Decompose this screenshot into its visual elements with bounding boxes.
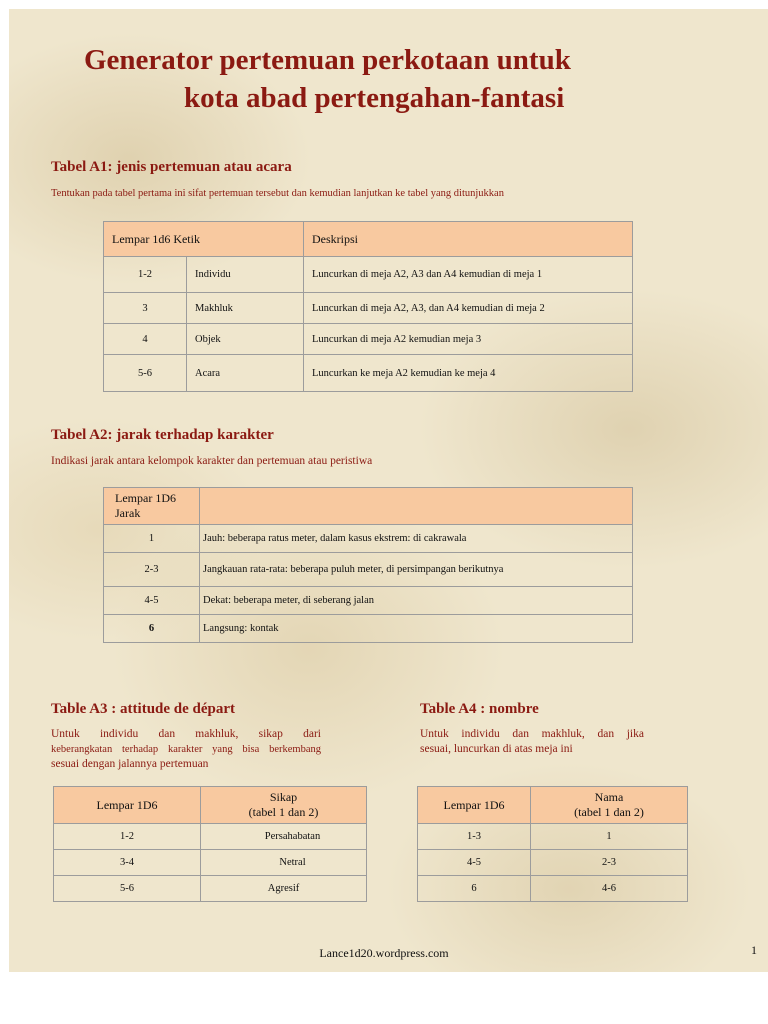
table-a3 bbox=[53, 786, 367, 902]
table-row bbox=[104, 355, 633, 392]
table-a3-description bbox=[51, 727, 321, 772]
table-a1-heading: Tabel A1: jenis pertemuan atau acara bbox=[51, 159, 292, 175]
number-cell: 4-6 bbox=[531, 876, 688, 902]
type-cell: Individu bbox=[187, 257, 304, 293]
table-row bbox=[54, 824, 367, 850]
type-cell: Acara bbox=[187, 355, 304, 392]
number-cell: 1 bbox=[531, 824, 688, 850]
roll-cell: 6 bbox=[104, 615, 200, 643]
roll-cell: 1-3 bbox=[418, 824, 531, 850]
table-a4-col-number bbox=[531, 787, 688, 824]
page-number: 1 bbox=[751, 943, 757, 957]
roll-cell: 6 bbox=[418, 876, 531, 902]
roll-cell: 5-6 bbox=[54, 876, 201, 902]
table-a4-col-roll: Lempar 1D6 bbox=[418, 787, 531, 824]
table-a3-col-attitude-line1: Sikap bbox=[269, 790, 298, 804]
distance-cell: Jangkauan rata-rata: beberapa puluh meter, di persimpangan berikutnya bbox=[200, 553, 633, 587]
roll-cell: 1-2 bbox=[104, 257, 187, 293]
table-row bbox=[104, 324, 633, 355]
table-a2-col-empty bbox=[200, 488, 633, 525]
table-row bbox=[104, 525, 633, 553]
description-cell: Luncurkan di meja A2 kemudian meja 3 bbox=[304, 324, 633, 355]
table-a4-col-number-line2: (tabel 1 dan 2) bbox=[574, 805, 644, 819]
table-row bbox=[418, 850, 688, 876]
description-cell: Luncurkan di meja A2, A3, dan A4 kemudian di meja 2 bbox=[304, 293, 633, 324]
roll-cell: 1 bbox=[104, 525, 200, 553]
table-a3-col-attitude bbox=[201, 787, 367, 824]
description-cell: Luncurkan di meja A2, A3 dan A4 kemudian di meja 1 bbox=[304, 257, 633, 293]
roll-cell: 4-5 bbox=[104, 587, 200, 615]
table-a1-col-roll-type: Lempar 1d6 Ketik bbox=[104, 222, 304, 257]
table-a3-desc-line2: keberangkatan terhadap karakter yang bisa berkembang bbox=[51, 744, 321, 755]
table-a2-description: Indikasi jarak antara kelompok karakter dan pertemuan atau peristiwa bbox=[51, 455, 373, 467]
roll-cell: 1-2 bbox=[54, 824, 201, 850]
table-a4-header-row bbox=[418, 787, 688, 824]
table-a1 bbox=[103, 221, 633, 392]
roll-cell: 2-3 bbox=[104, 553, 200, 587]
distance-cell: Langsung: kontak bbox=[200, 615, 633, 643]
table-a1-col-description: Deskripsi bbox=[304, 222, 633, 257]
table-a2-header-row bbox=[104, 488, 633, 525]
table-a4-heading: Table A4 : nombre bbox=[420, 701, 539, 717]
number-cell: 2-3 bbox=[531, 850, 688, 876]
table-a1-description: Tentukan pada tabel pertama ini sifat pertemuan tersebut dan kemudian lanjutkan ke tabel yang ditunjukkan bbox=[51, 188, 504, 199]
description-cell: Luncurkan ke meja A2 kemudian ke meja 4 bbox=[304, 355, 633, 392]
distance-cell: Dekat: beberapa meter, di seberang jalan bbox=[200, 587, 633, 615]
table-a4-col-number-line1: Nama bbox=[594, 790, 624, 804]
page-title-line2: kota abad pertengahan-fantasi bbox=[184, 82, 565, 114]
table-a4-description bbox=[420, 727, 644, 757]
table-row bbox=[104, 553, 633, 587]
table-a3-header-row bbox=[54, 787, 367, 824]
table-a3-heading: Table A3 : attitude de départ bbox=[51, 701, 236, 717]
table-a3-desc-line1: Untuk individu dan makhluk, sikap dari bbox=[51, 728, 321, 740]
table-a4 bbox=[417, 786, 688, 902]
attitude-cell: Agresif bbox=[201, 876, 367, 902]
roll-cell: 3 bbox=[104, 293, 187, 324]
table-row bbox=[54, 850, 367, 876]
table-a4-desc-line2: sesuai, luncurkan di atas meja ini bbox=[420, 743, 573, 755]
table-a2-heading: Tabel A2: jarak terhadap karakter bbox=[51, 427, 274, 443]
table-row bbox=[418, 876, 688, 902]
table-a3-col-roll: Lempar 1D6 bbox=[54, 787, 201, 824]
table-row bbox=[418, 824, 688, 850]
footer-website: Lance1d20.wordpress.com bbox=[319, 946, 449, 960]
table-row bbox=[104, 257, 633, 293]
table-row bbox=[104, 293, 633, 324]
table-a2-col-roll-distance: Lempar 1D6 Jarak bbox=[104, 488, 200, 525]
type-cell: Makhluk bbox=[187, 293, 304, 324]
roll-cell: 3-4 bbox=[54, 850, 201, 876]
roll-cell: 4 bbox=[104, 324, 187, 355]
roll-cell: 4-5 bbox=[418, 850, 531, 876]
table-row bbox=[54, 876, 367, 902]
table-a1-header-row bbox=[104, 222, 633, 257]
table-row bbox=[104, 587, 633, 615]
page-title-line1: Generator pertemuan perkotaan untuk bbox=[84, 44, 571, 76]
table-a3-desc-line3: sesuai dengan jalannya pertemuan bbox=[51, 758, 209, 770]
type-cell: Objek bbox=[187, 324, 304, 355]
table-a3-col-attitude-line2: (tabel 1 dan 2) bbox=[248, 805, 319, 819]
table-a2 bbox=[103, 487, 633, 643]
roll-cell: 5-6 bbox=[104, 355, 187, 392]
table-row bbox=[104, 615, 633, 643]
table-a4-desc-line1: Untuk individu dan makhluk, dan jika bbox=[420, 728, 644, 740]
distance-cell: Jauh: beberapa ratus meter, dalam kasus ekstrem: di cakrawala bbox=[200, 525, 633, 553]
attitude-cell: Persahabatan bbox=[201, 824, 367, 850]
attitude-cell: Netral bbox=[201, 850, 367, 876]
